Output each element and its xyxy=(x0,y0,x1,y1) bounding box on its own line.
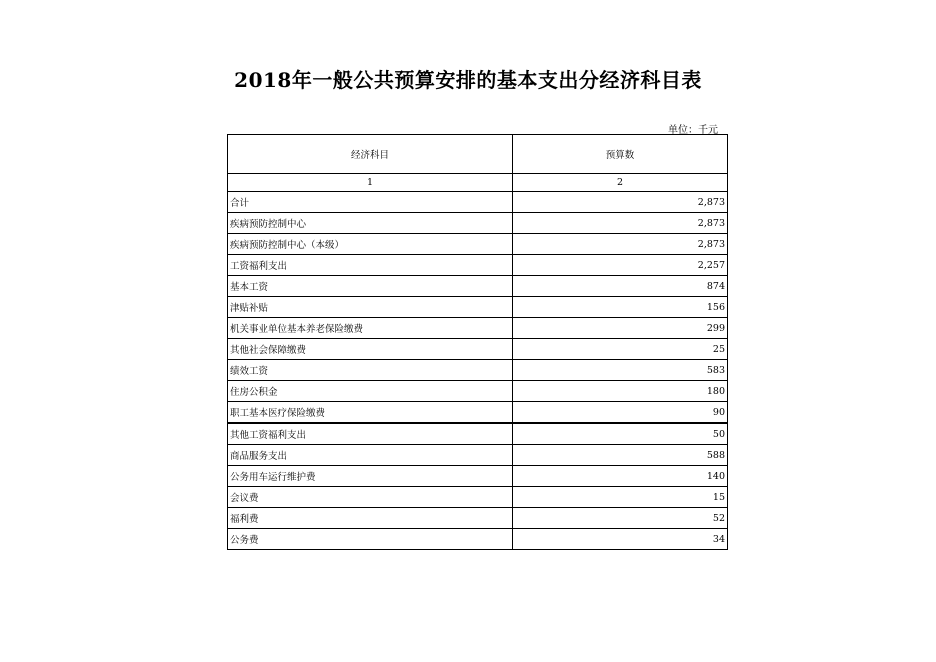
row-category-name: 住房公积金 xyxy=(228,381,513,402)
row-category-name: 公务费 xyxy=(228,529,513,550)
table-row xyxy=(228,234,728,255)
header-budget-amount: 预算数 xyxy=(513,135,728,174)
row-category-name: 疾病预防控制中心（本级） xyxy=(228,234,513,255)
table-row xyxy=(228,255,728,276)
page-title: 2018年一般公共预算安排的基本支出分经济科目表 xyxy=(234,68,702,92)
table-row xyxy=(228,297,728,318)
table-row xyxy=(228,402,728,424)
row-category-name: 工资福利支出 xyxy=(228,255,513,276)
table-row xyxy=(228,466,728,487)
row-budget-value: 588 xyxy=(513,445,728,466)
row-budget-value: 50 xyxy=(513,423,728,445)
row-budget-value: 2,257 xyxy=(513,255,728,276)
row-category-name: 疾病预防控制中心 xyxy=(228,213,513,234)
row-category-name: 福利费 xyxy=(228,508,513,529)
row-budget-value: 2,873 xyxy=(513,192,728,213)
table-header-row xyxy=(228,135,728,174)
row-category-name: 职工基本医疗保险缴费 xyxy=(228,402,513,424)
row-category-name: 机关事业单位基本养老保险缴费 xyxy=(228,318,513,339)
row-budget-value: 52 xyxy=(513,508,728,529)
row-budget-value: 2,873 xyxy=(513,213,728,234)
row-budget-value: 156 xyxy=(513,297,728,318)
table-row xyxy=(228,529,728,550)
header-economic-category: 经济科目 xyxy=(228,135,513,174)
unit-label: 单位：千元 xyxy=(668,125,718,136)
row-budget-value: 874 xyxy=(513,276,728,297)
budget-table xyxy=(227,134,728,550)
row-budget-value: 90 xyxy=(513,402,728,424)
row-budget-value: 583 xyxy=(513,360,728,381)
table-row xyxy=(228,318,728,339)
row-category-name: 基本工资 xyxy=(228,276,513,297)
row-category-name: 公务用车运行维护费 xyxy=(228,466,513,487)
column-number-row xyxy=(228,174,728,192)
table-row xyxy=(228,339,728,360)
row-category-name: 其他社会保障缴费 xyxy=(228,339,513,360)
table-row xyxy=(228,360,728,381)
table-row xyxy=(228,192,728,213)
row-budget-value: 180 xyxy=(513,381,728,402)
table-row xyxy=(228,445,728,466)
row-budget-value: 140 xyxy=(513,466,728,487)
row-category-name: 津贴补贴 xyxy=(228,297,513,318)
row-category-name: 其他工资福利支出 xyxy=(228,423,513,445)
row-budget-value: 15 xyxy=(513,487,728,508)
row-category-name: 合计 xyxy=(228,192,513,213)
table-row xyxy=(228,276,728,297)
table-body xyxy=(228,192,728,550)
table-row xyxy=(228,213,728,234)
row-budget-value: 25 xyxy=(513,339,728,360)
row-budget-value: 34 xyxy=(513,529,728,550)
row-category-name: 会议费 xyxy=(228,487,513,508)
row-category-name: 绩效工资 xyxy=(228,360,513,381)
table-row xyxy=(228,487,728,508)
row-category-name: 商品服务支出 xyxy=(228,445,513,466)
row-budget-value: 2,873 xyxy=(513,234,728,255)
table-row xyxy=(228,508,728,529)
column-number-2: 2 xyxy=(513,174,728,192)
table-row xyxy=(228,423,728,445)
row-budget-value: 299 xyxy=(513,318,728,339)
table-row xyxy=(228,381,728,402)
column-number-1: 1 xyxy=(228,174,513,192)
